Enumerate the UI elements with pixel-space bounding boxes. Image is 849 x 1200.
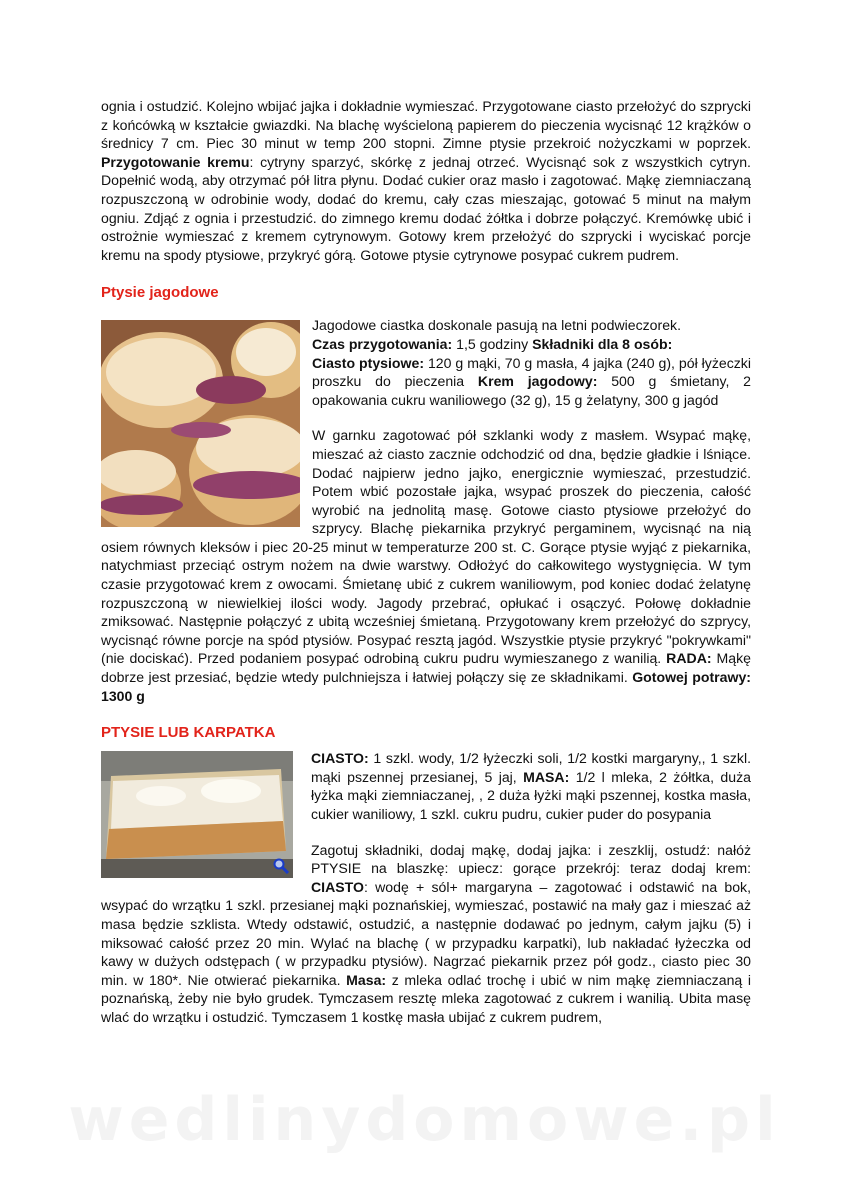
blueberry-method: W garnku zagotować pół szklanki wody z masłem. Wsypać mąkę, mieszać aż ciasto zacznie odchodzić od dna, będzie gładkie i lśniące. Dodać najpierw jedno jajko, energicznie wymieszać, przestudzić. Potem wbić pozostałe jajka, wsypać proszek do pieczenia, całość wyrobić na jednolitą masę. Gotowe ciasto ptysiowe przełożyć do szprycy. Blachę piekarnika przykryć pergaminem, wycisnąć na nią osiem równych kleksów i piec 20-25 minut w temperaturze 200 st. C. Gorące ptysie wyjąć z piekarnika, natychmiast przeciąć ostrym nożem na dwie warstwy. Odłożyć do całkowitego wystygnięcia. W tym czasie przygotować krem z owocami. Śmietanę ubić z cukrem waniliowym, pod koniec dodać żelatynę rozpuszczoną w niewielkiej ilości wody. Jagody przebrać, opłukać i osączyć. Połowę dokładnie zmiksować. Następnie połączyć z ubitą wcześniej śmietaną. Przygotowany krem przełożyć do szprycy, wycisnąć równe porcje na spód ptysiów. Posypać resztą jagód. Wszystkie ptysie przykryć "pokrywkami" (nie dociskać). Przed podaniem posypać odrobiną cukru pudru wymieszanego z wanilią. RADA: Mąkę dobrze jest przesiać, będzie wtedy pulchniejsza i łatwiej połączy się ze składnikami. Gotowej potrawy: 1300 g <box>101 427 751 704</box>
watermark: wedlinydomowe.pl <box>68 1085 781 1155</box>
heading-puffs-or-karpatka: PTYSIE LUB KARPATKA <box>101 724 276 742</box>
karpatka-method: Zagotuj składniki, dodaj mąkę, dodaj jajka: i zeszklij, ostudź: nałóż PTYSIE na blaszkę: upiecz: gorące przekrój: teraz dodaj krem: CIASTO: wodę + sól+ margaryna – zagotować i odstawić na bok, wsypać do wrzątku 1 szkl. przesianej mąki poznańskiej, wymieszać, postawić na mały gaz i mieszać aż masa będzie szklista. Wtedy odstawić, ostudzić, a następnie dodawać po jednym, całym jajku (5) i miksować całość przez 20 min. Wylać na blachę ( w przypadku karpatki), lub nakładać łyżeczka od kawy w dużych odstępach ( w przypadku ptysiów). Nagrzać piekarnik przez pół godz., ciasto piec 30 min. w 180*. Nie otwierać piekarnika. Masa: z mleka odlać trochę i ubić w nim mąkę ziemniaczaną i poznańską, żeby nie było grudek. Tymczasem resztę mleka zagotować z cukrem i wanilią. Ubita masę wlać do wrzątku i ostudzić. Tymczasem 1 kostkę masła ubijać z cukrem pudrem, <box>101 841 751 1025</box>
document-page <box>101 97 751 1027</box>
karpatka-ingredients: CIASTO: 1 szkl. wody, 1/2 łyżeczki soli, 1/2 kostki margaryny,, 1 szkl. mąki pszennej przesianej, 5 jaj, MASA: 1/2 l mleka, 2 żółtka, duża łyżka mąki ziemniaczanej, , 2 duża łyżki mąki pszennej, kostka masła, cukier waniliowy, 1 szkl. cukru pudru, cukier puder do posypania <box>311 750 751 822</box>
magnifier-icon[interactable] <box>273 858 289 874</box>
blueberry-intro: Jagodowe ciastka doskonale pasują na letni podwieczorek. Czas przygotowania: 1,5 godziny Składniki dla 8 osób: Ciasto ptysiowe: 120 g mąki, 70 g masła, 4 jajka (240 g), pół łyżeczki proszku do pieczenia Krem jagodowy: 500 g śmietany, 2 opakowania cukru waniliowego (32 g), 15 g żelatyny, 300 g jagód <box>312 317 751 408</box>
blueberry-puffs-photo <box>101 320 300 527</box>
karpatka-illustration <box>101 751 293 878</box>
paragraph-lemon-puffs: ognia i ostudzić. Kolejno wbijać jajka i dokładnie wymieszać. Przygotowane ciasto przełożyć do szprycki z końcówką w kształcie gwiazdki. Na blachę wyścieloną papierem do pieczenia wycisnąć 12 krążków o średnicy 7 cm. Piec 30 minut w temp 200 stopni. Zimne ptysie przekroić nożyczkami w poprzek. Przygotowanie kremu: cytryny sparzyć, skórkę z jednaj otrzeć. Wycisnąć sok z wszystkich cytryn. Dopełnić wodą, aby otrzymać pół litra płynu. Dodać cukier oraz masło i zagotować. Mąkę ziemniaczaną rozpuszczoną w odrobinie wody, dodać do kremu, cały czas mieszając, gotować 5 minut na małym ogniu. Zdjąć z ognia i przestudzić. do zimnego kremu dodać żółtka i dobrze połączyć. Kremówkę ubić i ostrożnie wymieszać z kremem cytrynowym. Gotowy krem przełożyć do szprycki i wyciskać porcje kremu na spody ptysiowe, przykryć górą. Gotowe ptysie cytrynowe posypać cukrem pudrem. <box>101 98 751 263</box>
heading-blueberry-puffs: Ptysie jagodowe <box>101 284 219 302</box>
karpatka-photo <box>101 751 293 878</box>
cream-puffs-illustration <box>101 320 300 527</box>
